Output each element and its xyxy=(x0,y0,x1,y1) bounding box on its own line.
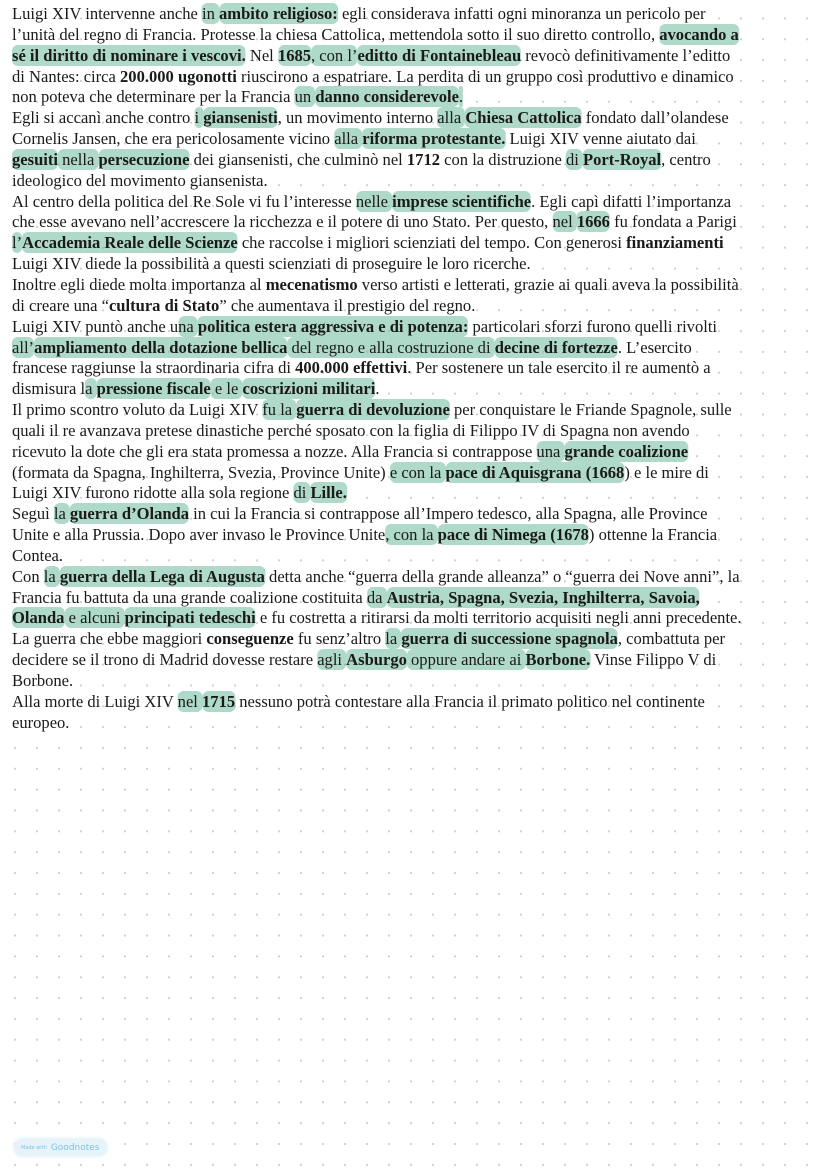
highlighted-text: editto di Fontainebleau xyxy=(357,45,522,65)
text-run: , combattuta per xyxy=(617,629,725,649)
text-run: con la distruzione xyxy=(440,149,566,169)
text-run: . L’esercito xyxy=(617,337,692,357)
highlighted-text: la xyxy=(53,504,70,524)
highlighted-text: nel xyxy=(177,691,203,711)
text-run: fondato dall’olandese xyxy=(581,108,729,128)
text-line xyxy=(12,233,818,254)
highlighted-text: Borbone. xyxy=(525,650,591,670)
text-run: ideologico del movimento giansenista. xyxy=(12,170,268,190)
text-line xyxy=(12,150,818,171)
text-line xyxy=(12,608,818,629)
text-run: Cornelis Jansen, che era pericolosamente vicino xyxy=(12,129,335,149)
text-run: detta anche “guerra della grande alleanza” o “guerra dei Nove anni”, la xyxy=(264,566,740,586)
highlighted-text: . xyxy=(458,87,464,107)
text-run: di creare una “ xyxy=(12,295,109,315)
text-line xyxy=(12,171,818,192)
highlighted-text: giansenisti xyxy=(203,108,278,128)
text-line xyxy=(12,192,818,213)
text-run: Alla morte di Luigi XIV xyxy=(12,691,178,711)
text-run: francese raggiunse la straordinaria cifra di xyxy=(12,358,296,378)
highlighted-text: na xyxy=(178,316,198,336)
text-run: Con xyxy=(12,566,44,586)
text-run: ricevuto la dote che gli era stata promessa a nozze. Alla Francia si contrappose xyxy=(12,441,537,461)
highlighted-text: Lille. xyxy=(310,483,347,503)
text-run: che esse avevano nell’accrescere la ricchezza e il potere di uno Stato. Per questo, xyxy=(12,212,553,232)
text-run: Francia fu battuta da una grande coalizione costituita xyxy=(12,587,367,607)
text-run: europeo. xyxy=(12,712,70,732)
text-line xyxy=(12,504,818,525)
text-line xyxy=(12,713,818,734)
text-run: Seguì xyxy=(12,504,54,524)
text-line xyxy=(12,546,818,567)
text-line xyxy=(12,525,818,546)
text-run: dismisura l xyxy=(12,379,86,399)
highlighted-text: Chiesa Cattolica xyxy=(465,108,582,128)
highlighted-text: guerra della Lega di Augusta xyxy=(59,566,265,586)
text-run: Borbone. xyxy=(12,671,74,690)
text-run: particolari sforzi furono quelli rivolti xyxy=(468,316,718,336)
text-run: fu fondata a Parigi xyxy=(609,212,737,232)
highlighted-text: riforma protestante. xyxy=(362,129,506,149)
highlighted-text: grande coalizione xyxy=(564,441,689,461)
text-line xyxy=(12,4,818,25)
text-run: Luigi XIV diede la possibilità a questi scienziati di proseguire le loro ricerche. xyxy=(12,254,531,274)
highlighted-text: fu la xyxy=(262,400,297,420)
highlighted-text: all’ xyxy=(12,337,35,357)
text-run: verso artisti e letterati, grazie ai quali aveva la possibilità xyxy=(357,274,739,294)
note-document xyxy=(12,4,820,734)
highlighted-text: la xyxy=(385,629,402,649)
highlighted-text: di xyxy=(565,149,583,169)
text-run: Egli si accanì anche contro xyxy=(12,108,195,128)
highlighted-text: e alcuni xyxy=(64,608,125,628)
text-run: Luigi XIV intervenne anche xyxy=(12,4,202,23)
text-run: decidere se il trono di Madrid dovesse restare xyxy=(12,650,318,670)
highlighted-text: nelle xyxy=(355,191,393,211)
text-run: e fu costretta a ritirarsi da molti territorio acquisiti negli anni precedente. xyxy=(255,608,742,628)
text-line xyxy=(12,463,818,484)
highlighted-text: pressione fiscale xyxy=(96,379,211,399)
text-run: . xyxy=(375,379,380,399)
text-run: . Per sostenere un tale esercito il re aumentò a xyxy=(407,358,711,378)
highlighted-text: guerra di devoluzione xyxy=(296,400,450,420)
bold-text: mecenatismo xyxy=(265,274,358,294)
highlighted-text: guerra di successione spagnola xyxy=(401,629,618,649)
text-line xyxy=(12,67,818,88)
highlighted-text: Asburgo xyxy=(346,650,407,670)
highlighted-text: Port-Royal xyxy=(582,149,662,169)
highlighted-text: Olanda xyxy=(12,608,65,628)
text-run: Luigi XIV furono ridotte alla sola regione xyxy=(12,483,294,503)
highlighted-text: a xyxy=(85,379,97,399)
text-line xyxy=(12,296,818,317)
text-run: Inoltre egli diede molta importanza al xyxy=(12,274,266,294)
text-run: Luigi XIV puntò anche u xyxy=(12,316,179,336)
highlighted-text: pace di Aquisgrana (1668 xyxy=(445,462,625,482)
text-run: fu senz’altro xyxy=(293,629,386,649)
text-line xyxy=(12,671,818,692)
highlighted-text: principati tedeschi xyxy=(124,608,256,628)
highlighted-text: imprese scientifiche xyxy=(392,191,532,211)
text-run: per conquistare le Friande Spagnole, sulle xyxy=(449,400,732,420)
highlighted-text: 1666 xyxy=(576,212,610,232)
bold-text: 200.000 ugonotti xyxy=(120,66,237,86)
bold-text: 400.000 effettivi xyxy=(295,358,408,378)
goodnotes-badge xyxy=(14,1139,107,1156)
text-run: Vinse Filippo V di xyxy=(590,650,717,670)
text-line xyxy=(12,483,818,504)
text-run: non poteva che determinare per la Francia xyxy=(12,87,295,107)
highlighted-text: politica estera aggressiva e di potenza: xyxy=(197,316,469,336)
highlighted-text: un xyxy=(294,87,316,107)
text-line xyxy=(12,400,818,421)
bold-text: 1712 xyxy=(406,149,441,169)
text-run: . Egli capì difatti l’importanza xyxy=(531,191,732,211)
highlighted-text: una xyxy=(536,441,565,461)
text-run: (formata da Spagna, Inghilterra, Svezia, Province Unite) xyxy=(12,462,390,482)
highlighted-text: ampliamento della dotazione bellica xyxy=(34,337,288,357)
highlighted-text: e le xyxy=(210,379,243,399)
text-line xyxy=(12,588,818,609)
bold-text: cultura di Stato xyxy=(108,295,220,315)
text-run: che raccolse i migliori scienziati del tempo. Con generosi xyxy=(237,233,627,253)
highlighted-text: e con la xyxy=(389,462,446,482)
text-line xyxy=(12,317,818,338)
text-line xyxy=(12,650,818,671)
highlighted-text: decine di fortezze xyxy=(494,337,618,357)
text-line xyxy=(12,46,818,67)
highlighted-text: la xyxy=(43,566,60,586)
highlighted-text: sé il diritto di nominare i vescovi. xyxy=(12,45,246,65)
text-line xyxy=(12,25,818,46)
text-run: Nel xyxy=(245,45,278,65)
text-line xyxy=(12,442,818,463)
text-run: nessuno potrà contestare alla Francia il primato politico nel continente xyxy=(235,691,705,711)
highlighted-text: nella xyxy=(57,149,99,169)
bold-text: conseguenze xyxy=(206,629,294,649)
highlighted-text: pace di Nimega (1678 xyxy=(437,525,589,545)
text-run: Contea. xyxy=(12,545,64,565)
text-line xyxy=(12,358,818,379)
text-run: egli considerava infatti ogni minoranza un pericolo per xyxy=(337,4,706,23)
text-run: Unite e alla Prussia. Dopo aver invaso le Province Unite xyxy=(12,525,386,545)
highlighted-text: oppure andare ai xyxy=(406,650,526,670)
bold-text: finanziamenti xyxy=(626,233,724,253)
highlighted-text: 1715 xyxy=(202,691,236,711)
text-run: quali il re avanzava pretese dinastiche perché sposato con la figlia di Filippo IV di Spagna non avendo xyxy=(12,420,690,440)
highlighted-text: , con l’ xyxy=(311,45,358,65)
text-run: , un movimento interno xyxy=(277,108,438,128)
highlighted-text: di xyxy=(293,483,311,503)
text-line xyxy=(12,379,818,400)
text-run: Al centro della politica del Re Sole vi fu l’interesse xyxy=(12,191,356,211)
text-line xyxy=(12,421,818,442)
text-run: ) e le mire di xyxy=(624,462,709,482)
highlighted-text: 1685 xyxy=(277,45,312,65)
text-run: l’unità del regno di Francia. Protesse la chiesa Cattolica, mettendola sotto il suo diretto controllo, xyxy=(12,24,660,44)
highlighted-text: persecuzione xyxy=(98,149,190,169)
highlighted-text: i xyxy=(194,108,204,128)
highlighted-text: l’ xyxy=(12,233,23,253)
text-line xyxy=(12,212,818,233)
text-run: Luigi XIV venne aiutato dai xyxy=(505,129,696,149)
text-run: di Nantes: circa xyxy=(12,66,121,86)
highlighted-text: in xyxy=(201,4,220,23)
text-line xyxy=(12,275,818,296)
text-run: La guerra che ebbe maggiori xyxy=(12,629,207,649)
text-line xyxy=(12,129,818,150)
text-line xyxy=(12,692,818,713)
highlighted-text: da xyxy=(366,587,387,607)
highlighted-text: ambito religioso: xyxy=(219,4,338,23)
text-run: , centro xyxy=(661,149,711,169)
text-run: Il primo scontro voluto da Luigi XIV xyxy=(12,400,263,420)
text-run: ) ottenne la Francia xyxy=(588,525,718,545)
highlighted-text: nel xyxy=(552,212,577,232)
text-line xyxy=(12,254,818,275)
text-run: riuscirono a espatriare. La perdita di un gruppo così produttivo e dinamico xyxy=(236,66,734,86)
highlighted-text: alla xyxy=(437,108,466,128)
highlighted-text: coscrizioni militari xyxy=(242,379,376,399)
highlighted-text: del regno e alla costruzione di xyxy=(287,337,495,357)
highlighted-text: , con la xyxy=(385,525,438,545)
text-line xyxy=(12,567,818,588)
highlighted-text: Accademia Reale delle Scienze xyxy=(22,233,238,253)
text-run: ” che aumentava il prestigio del regno. xyxy=(219,295,476,315)
highlighted-text: danno considerevole xyxy=(315,87,459,107)
highlighted-text: alla xyxy=(334,129,363,149)
text-line xyxy=(12,338,818,359)
text-run: dei giansenisti, che culminò nel xyxy=(189,149,407,169)
highlighted-text: avocando a xyxy=(659,24,739,44)
badge-label: Goodnotes xyxy=(50,1142,100,1153)
highlighted-text: agli xyxy=(317,650,347,670)
text-line xyxy=(12,87,818,108)
text-run: in cui la Francia si contrappose all’Impero tedesco, alla Spagna, alle Province xyxy=(189,504,708,524)
highlighted-text: gesuiti xyxy=(12,149,58,169)
text-line xyxy=(12,629,818,650)
highlighted-text: Austria, Spagna, Svezia, Inghilterra, Savoia, xyxy=(386,587,700,607)
text-line xyxy=(12,108,818,129)
badge-prefix: Made with xyxy=(21,1144,47,1151)
text-run: revocò definitivamente l’editto xyxy=(521,45,731,65)
highlighted-text: guerra d’Olanda xyxy=(69,504,190,524)
